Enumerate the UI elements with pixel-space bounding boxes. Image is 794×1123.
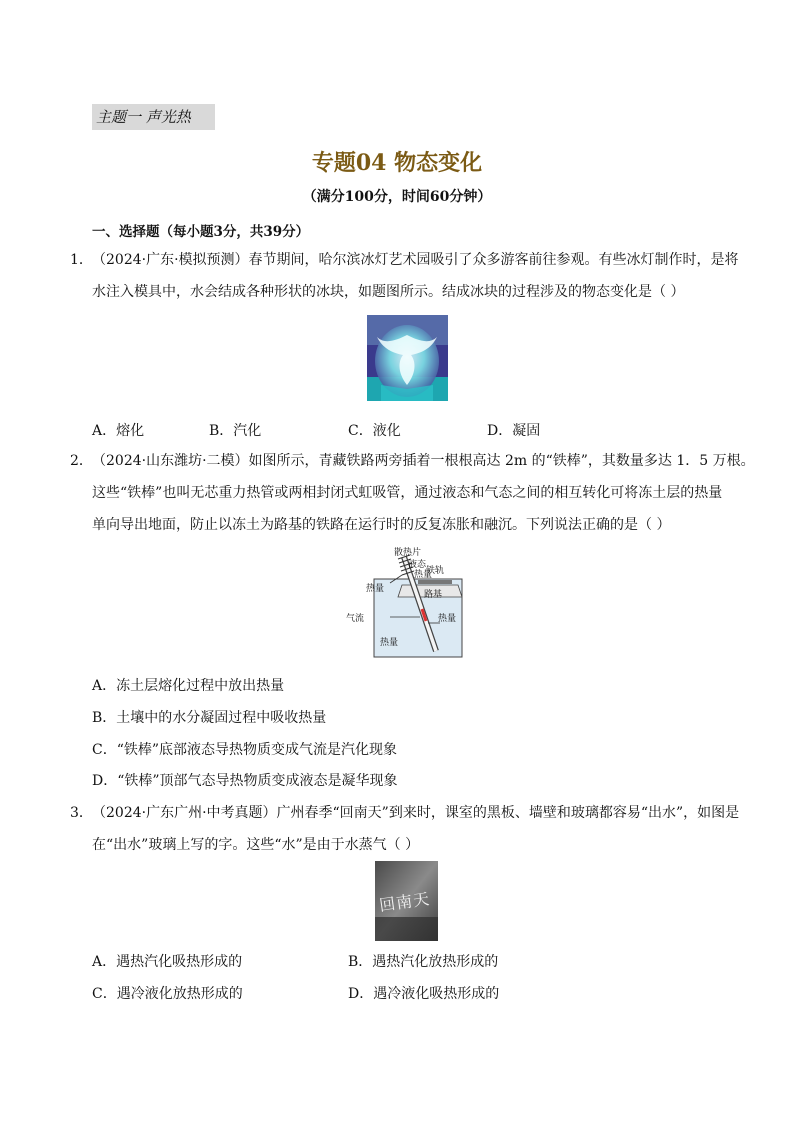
question-1-line-1: （2024·广东·模拟预测）春节期间，哈尔滨冰灯艺术园吸引了众多游客前往参观。有些冰灯制作时，是将 <box>92 252 739 268</box>
label-heat-left: 热量 <box>366 584 385 594</box>
question-1-option-a[interactable]: A．熔化 <box>92 423 145 439</box>
question-3-option-b[interactable]: B．遇热汽化放热形成的 <box>348 954 499 970</box>
label-heat-top: 热量 <box>414 570 433 580</box>
question-2-option-a[interactable]: A．冻土层熔化过程中放出热量 <box>92 678 285 694</box>
label-roadbed: 路基 <box>424 590 443 600</box>
question-2-option-b[interactable]: B．土壤中的水分凝固过程中吸收热量 <box>92 710 327 726</box>
question-2-line-2: 这些“铁棒”也叫无芯重力热管或两相封闭式虹吸管，通过液态和气态之间的相互转化可将冻土层的热量 <box>92 485 723 501</box>
page-subtitle: （满分100分，时间60分钟） <box>302 189 492 205</box>
question-1-option-d[interactable]: D．凝固 <box>487 423 541 439</box>
page-title: 专题04 物态变化 <box>311 150 483 176</box>
label-airflow: 气流 <box>346 614 365 624</box>
question-2-line-3: 单向导出地面，防止以冻土为路基的铁路在运行时的反复冻胀和融沉。下列说法正确的是（ ） <box>92 517 671 533</box>
question-2-number: 2． <box>70 453 93 469</box>
theme-tag: 主题一 声光热 <box>92 104 215 130</box>
question-2-option-d[interactable]: D．“铁棒”顶部气态导热物质变成液态是凝华现象 <box>92 773 398 789</box>
misty-glass-photo <box>375 861 438 941</box>
label-fins: 散热片 <box>394 548 422 558</box>
question-3-number: 3． <box>70 805 93 821</box>
heat-pipe-diagram <box>346 545 464 659</box>
question-1-line-2: 水注入模具中，水会结成各种形状的冰块，如题图所示。结成冰块的过程涉及的物态变化是（ ） <box>92 284 685 300</box>
section-heading: 一、选择题（每小题3分，共39分） <box>92 224 310 240</box>
question-2-option-c[interactable]: C．“铁棒”底部液态导热物质变成气流是汽化现象 <box>92 742 398 758</box>
label-heat-right: 热量 <box>438 614 457 624</box>
question-3-option-d[interactable]: D．遇冷液化吸热形成的 <box>348 986 500 1002</box>
question-3-option-a[interactable]: A．遇热汽化吸热形成的 <box>92 954 243 970</box>
question-1-number: 1． <box>70 252 93 268</box>
photo-handwriting: 回南天 <box>378 889 432 915</box>
question-1-option-c[interactable]: C．液化 <box>348 423 401 439</box>
label-heat-bottom: 热量 <box>380 638 399 648</box>
label-liquid: 液态 <box>408 560 427 570</box>
label-rail: 铁轨 <box>426 566 445 576</box>
question-3-line-2: 在“出水”玻璃上写的字。这些“水”是由于水蒸气（ ） <box>92 837 420 853</box>
question-3-line-1: （2024·广东广州·中考真题）广州春季“回南天”到来时，课室的黑板、墙壁和玻璃都容易“出水”，如图是 <box>92 805 740 821</box>
ice-sculpture-photo <box>367 315 448 401</box>
question-2-line-1: （2024·山东潍坊·二模）如图所示，青藏铁路两旁插着一根根高达 2m 的“铁棒”，其数量多达 1．5 万根。 <box>92 453 755 469</box>
question-1-option-b[interactable]: B．汽化 <box>209 423 262 439</box>
question-3-option-c[interactable]: C．遇冷液化放热形成的 <box>92 986 243 1002</box>
